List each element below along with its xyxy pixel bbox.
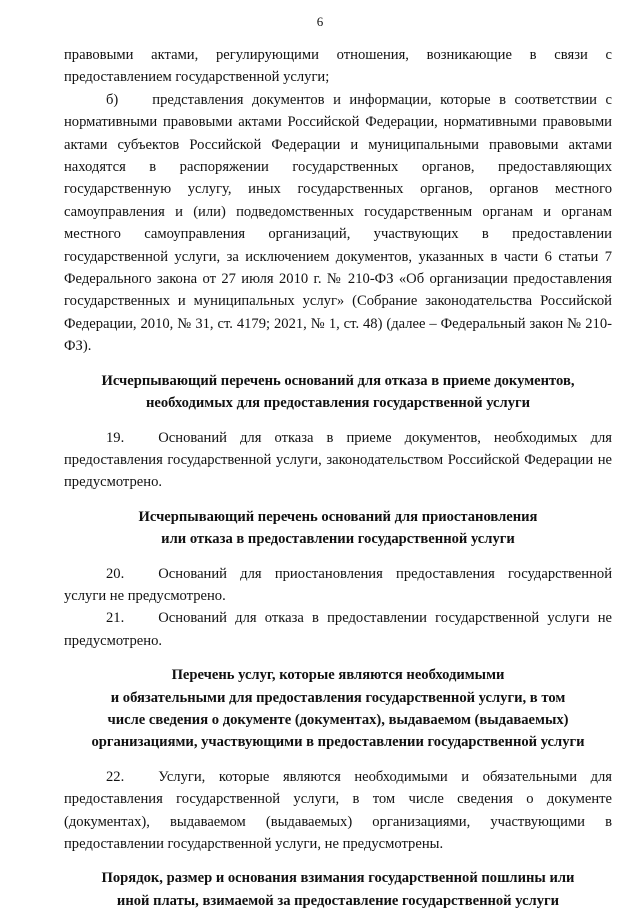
heading-line: Перечень услуг, которые являются необходимыми — [171, 667, 505, 684]
heading-line: числе сведения о документе (документах), выдаваемом (выдаваемых) — [107, 711, 569, 728]
heading-fee — [64, 867, 612, 912]
page-number: 6 — [316, 14, 324, 29]
item-b-text: представления документов и информации, которые в соответствии с нормативными правовыми актами Российской Федерации, нормативными правовыми актами субъектов Российской Федерации и муниципальными правовыми актами находятся в распоряжении государственных органов, предоставляющих государственную услугу, иных государственных органов, органов местного самоуправления и (или) подведомственных государственным органам и органам местного самоуправления организаций, участвующих в предоставлении государственной услуги, за исключением документов, указанных в части 6 статьи 7 Федерального закона от 27 июля 2010 г. № 210-ФЗ «Об организации предоставления государственных и муниципальных услуг» (Собрание законодательства Российской Федерации, 2010, № 31, ст. 4179; 2021, № 1, ст. 48) (далее – Федеральный закон № 210-ФЗ). — [64, 91, 612, 355]
item-b-marker: б) — [106, 91, 119, 108]
paragraph-text: Услуги, которые являются необходимыми и обязательными для предоставления государственной услуги, в том числе сведения о документе (документах), выдаваемом (выдаваемых) организациями, участвующими в предоставлении государственной услуги, не предусмотрены. — [64, 768, 612, 852]
document-body — [64, 44, 612, 912]
paragraph-text: Оснований для отказа в предоставлении государственной услуги не предусмотрено. — [64, 610, 612, 649]
paragraph-22 — [64, 766, 612, 856]
heading-line: Исчерпывающий перечень оснований для отказа в приеме документов, — [101, 372, 575, 389]
paragraph-text: Оснований для отказа в приеме документов, необходимых для предоставления государственной услуги, законодательством Российской Федерации не предусмотрено. — [64, 429, 612, 491]
item-b-paragraph — [64, 89, 612, 358]
paragraph-number: 21. — [106, 610, 125, 627]
heading-refusal-docs — [64, 370, 612, 415]
continuation-paragraph: правовыми актами, регулирующими отношения, возникающие в связи с предоставлением государственной услуги; — [64, 47, 612, 86]
paragraph-number: 20. — [106, 565, 125, 582]
paragraph-19 — [64, 427, 612, 494]
heading-line: Исчерпывающий перечень оснований для приостановления — [138, 508, 538, 525]
paragraph-text: Оснований для приостановления предоставления государственной услуги не предусмотрено. — [64, 565, 612, 604]
paragraph-21 — [64, 607, 612, 652]
heading-line: необходимых для предоставления государственной услуги — [145, 395, 531, 412]
heading-line: иной платы, взимаемой за предоставление государственной услуги — [116, 892, 560, 909]
heading-line: организациями, участвующими в предоставлении государственной услуги — [91, 734, 585, 751]
paragraph-20 — [64, 563, 612, 608]
heading-suspension — [64, 506, 612, 551]
heading-services — [64, 664, 612, 754]
heading-line: и обязательными для предоставления государственной услуги, в том — [110, 689, 566, 706]
paragraph-number: 19. — [106, 429, 125, 446]
heading-line: Порядок, размер и основания взимания государственной пошлины или — [101, 870, 575, 887]
heading-line: или отказа в предоставлении государственной услуги — [161, 531, 515, 548]
paragraph-number: 22. — [106, 768, 125, 785]
